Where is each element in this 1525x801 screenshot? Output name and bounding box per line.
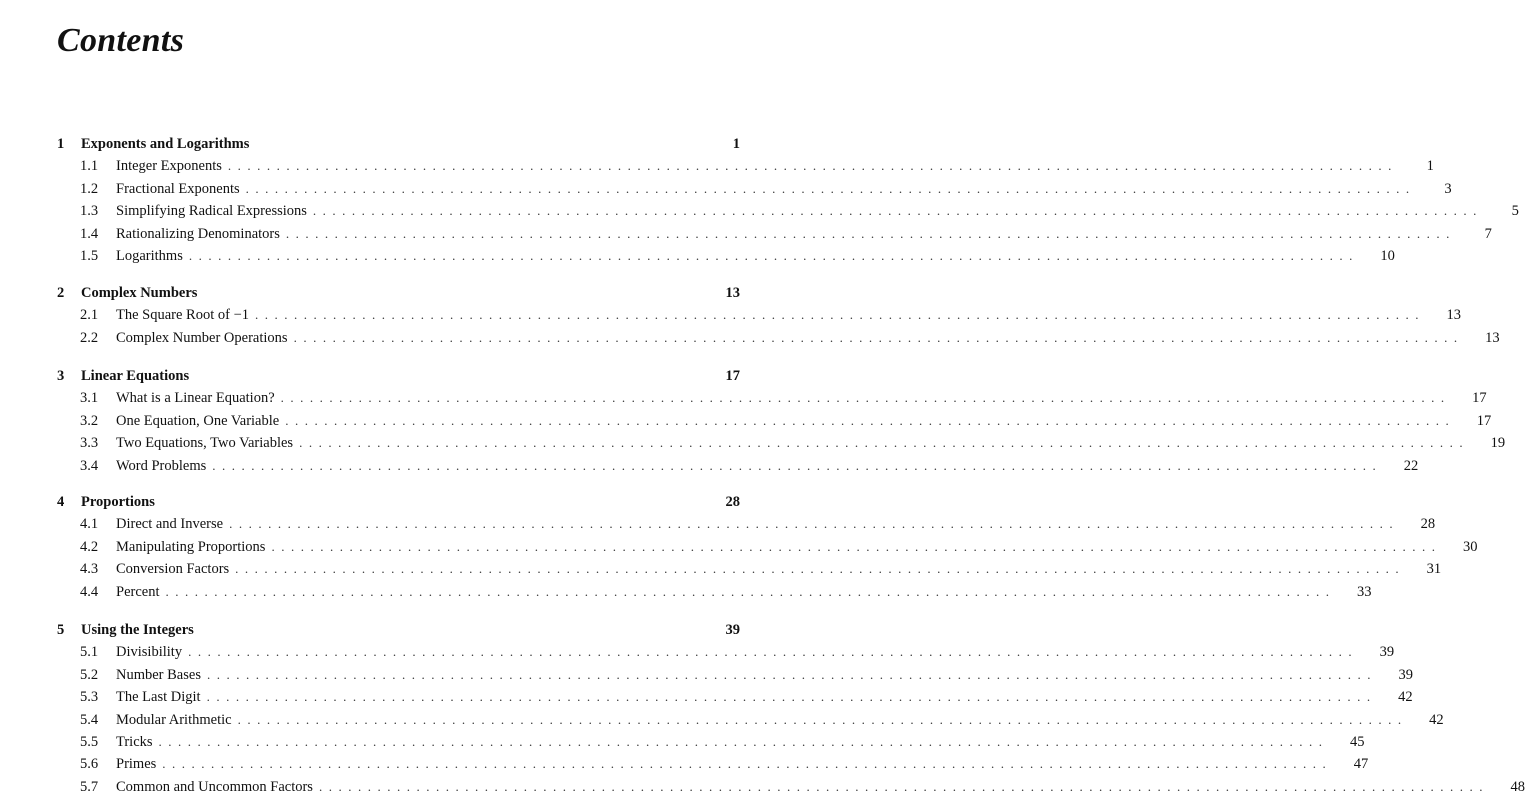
section-number: 2.2	[80, 329, 99, 346]
dot-leader: ........................................................................................................................	[237, 711, 1408, 727]
section-page-number: 30	[1462, 538, 1478, 555]
section-page-number: 17	[1476, 412, 1492, 429]
chapter-entry[interactable]	[57, 494, 742, 516]
section-entry[interactable]	[80, 435, 1506, 457]
section-page-number: 5	[1511, 203, 1519, 220]
section-entry[interactable]	[80, 778, 1525, 801]
section-number: 5.2	[80, 666, 99, 683]
section-number: 1.4	[80, 225, 99, 242]
dot-leader: ........................................................................................................................	[245, 180, 1416, 196]
section-entry[interactable]	[80, 307, 1462, 329]
section-number: 5.7	[80, 778, 99, 795]
chapter-number: 4	[57, 494, 65, 510]
dot-leader: ........................................................................................................................	[206, 666, 1377, 682]
section-page-number: 42	[1398, 689, 1413, 706]
section-number: 1.3	[80, 203, 99, 220]
section-entry[interactable]	[80, 666, 1413, 689]
section-entry[interactable]	[80, 583, 1372, 606]
section-title: Complex Number Operations	[116, 330, 294, 347]
chapter-title: Proportions	[81, 494, 155, 510]
chapter-entry[interactable]	[57, 622, 742, 644]
section-number: 5.5	[80, 734, 99, 750]
section-page-number: 10	[1380, 248, 1395, 264]
page-title: Contents	[57, 22, 185, 59]
section-title: Divisibility	[116, 644, 188, 661]
chapter-page-number: 28	[725, 494, 740, 510]
section-number: 4.3	[80, 561, 99, 578]
dot-leader: ........................................................................................................................	[188, 248, 1359, 263]
section-page-number: 31	[1426, 561, 1442, 578]
section-entry[interactable]	[80, 689, 1413, 711]
chapter-entry[interactable]	[57, 368, 742, 390]
dot-leader: ........................................................................................................................	[188, 644, 1359, 660]
section-title: The Square Root of −1	[116, 307, 255, 324]
section-entry[interactable]	[80, 158, 1434, 180]
section-title: Rationalizing Denominators	[116, 226, 286, 243]
section-number: 1.1	[80, 158, 99, 175]
section-entry[interactable]	[80, 516, 1436, 538]
section-entry[interactable]	[80, 734, 1365, 756]
section-title: Tricks	[116, 734, 159, 751]
section-number: 3.1	[80, 390, 99, 407]
section-entry[interactable]	[80, 329, 1500, 352]
section-page-number: 7	[1484, 225, 1492, 242]
dot-leader: ........................................................................................................................	[165, 583, 1336, 599]
section-entry[interactable]	[80, 180, 1452, 203]
section-number: 3.3	[80, 435, 99, 452]
section-number: 5.4	[80, 711, 99, 728]
section-title: Integer Exponents	[116, 158, 228, 175]
section-title: Common and Uncommon Factors	[116, 779, 319, 796]
section-number: 4.1	[80, 516, 99, 533]
section-title: Two Equations, Two Variables	[116, 435, 299, 452]
section-title: Modular Arithmetic	[116, 712, 238, 729]
section-title: Manipulating Proportions	[116, 539, 271, 556]
section-number: 5.6	[80, 756, 99, 773]
section-number: 5.1	[80, 644, 99, 661]
section-number: 5.3	[80, 689, 99, 706]
chapter-page-number: 1	[732, 136, 740, 152]
section-page-number: 48	[1510, 778, 1525, 795]
section-number: 4.4	[80, 583, 99, 600]
section-page-number: 17	[1472, 390, 1487, 407]
dot-leader: ........................................................................................................................	[162, 756, 1333, 772]
chapter-title: Linear Equations	[81, 368, 190, 384]
section-entry[interactable]	[80, 756, 1369, 778]
dot-leader: ........................................................................................................................	[285, 412, 1456, 428]
chapter-number: 3	[57, 368, 65, 384]
section-entry[interactable]	[80, 538, 1478, 561]
section-title: One Equation, One Variable	[116, 413, 285, 430]
section-page-number: 13	[1446, 307, 1462, 324]
section-page-number: 13	[1485, 329, 1500, 346]
chapter-number: 5	[57, 622, 65, 638]
section-page-number: 39	[1398, 666, 1413, 683]
chapter-entry[interactable]	[57, 285, 742, 307]
dot-leader: ........................................................................................................................	[212, 457, 1383, 473]
dot-leader: ........................................................................................................................	[158, 734, 1329, 749]
section-number: 1.5	[80, 248, 99, 264]
section-entry[interactable]	[80, 412, 1492, 435]
section-entry[interactable]	[80, 457, 1419, 480]
chapter-page-number: 17	[725, 368, 740, 384]
section-page-number: 42	[1429, 711, 1444, 728]
dot-leader: ........................................................................................................................	[318, 778, 1489, 794]
dot-leader: ........................................................................................................................	[206, 689, 1377, 705]
dot-leader: ........................................................................................................................	[229, 516, 1400, 532]
section-number: 3.4	[80, 457, 99, 474]
section-title: Number Bases	[116, 667, 207, 684]
section-entry[interactable]	[80, 561, 1442, 583]
section-title: Logarithms	[116, 248, 189, 265]
chapter-title: Using the Integers	[81, 622, 194, 638]
dot-leader: ........................................................................................................................	[299, 435, 1470, 451]
section-page-number: 39	[1379, 644, 1395, 661]
section-title: Word Problems	[116, 458, 212, 475]
section-number: 1.2	[80, 180, 99, 197]
chapter-page-number: 13	[725, 285, 740, 301]
section-page-number: 47	[1353, 756, 1369, 773]
dot-leader: ........................................................................................................................	[293, 329, 1464, 345]
section-title: Simplifying Radical Expressions	[116, 203, 313, 220]
section-title: What is a Linear Equation?	[116, 390, 281, 407]
chapter-title: Complex Numbers	[81, 285, 198, 301]
section-entry[interactable]	[80, 644, 1395, 666]
dot-leader: ........................................................................................................................	[285, 225, 1456, 241]
dot-leader: ........................................................................................................................	[235, 561, 1406, 577]
section-entry[interactable]	[80, 711, 1444, 734]
section-page-number: 22	[1403, 457, 1419, 474]
section-page-number: 3	[1444, 180, 1452, 197]
section-page-number: 45	[1350, 734, 1365, 750]
chapter-entry[interactable]	[57, 136, 742, 158]
dot-leader: ........................................................................................................................	[227, 158, 1398, 174]
section-page-number: 19	[1490, 435, 1506, 452]
section-page-number: 33	[1356, 583, 1372, 600]
section-title: Primes	[116, 756, 162, 773]
chapter-number: 1	[57, 136, 65, 152]
section-number: 3.2	[80, 412, 99, 429]
section-entry[interactable]	[80, 203, 1519, 225]
chapter-title: Exponents and Logarithms	[81, 136, 250, 152]
section-entry[interactable]	[80, 390, 1487, 412]
section-page-number: 28	[1420, 516, 1436, 533]
section-title: Direct and Inverse	[116, 516, 229, 533]
dot-leader: ........................................................................................................................	[312, 203, 1483, 219]
section-title: Percent	[116, 584, 165, 601]
section-number: 4.2	[80, 538, 99, 555]
section-page-number: 1	[1426, 158, 1434, 175]
section-number: 2.1	[80, 307, 99, 324]
chapter-page-number: 39	[725, 622, 740, 638]
chapter-number: 2	[57, 285, 65, 301]
section-entry[interactable]	[80, 225, 1492, 248]
dot-leader: ........................................................................................................................	[255, 307, 1426, 323]
section-entry[interactable]	[80, 248, 1395, 270]
section-title: The Last Digit	[116, 689, 207, 706]
section-title: Conversion Factors	[116, 561, 235, 578]
dot-leader: ........................................................................................................................	[271, 538, 1442, 554]
section-title: Fractional Exponents	[116, 181, 246, 198]
dot-leader: ........................................................................................................................	[280, 390, 1451, 406]
